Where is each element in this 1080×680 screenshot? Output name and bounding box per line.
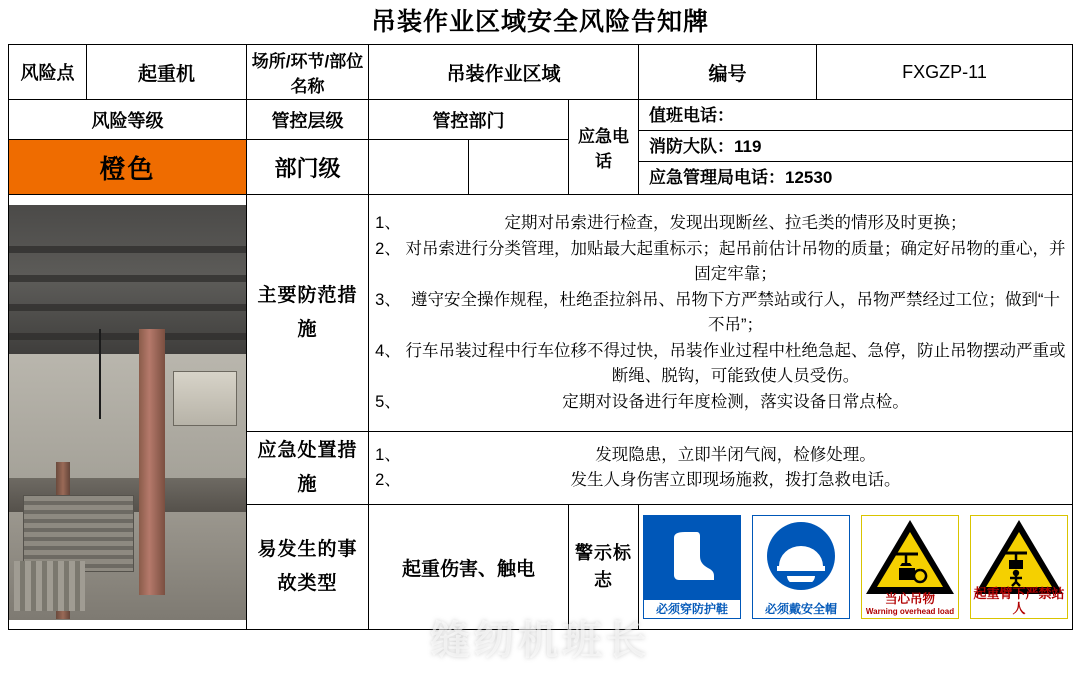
emergency-measures-list xyxy=(369,432,1073,505)
boot-icon xyxy=(669,530,715,582)
warning-signs-group xyxy=(639,511,1072,623)
list-item-number: 5、 xyxy=(375,392,401,411)
list-item-text: 发现隐患，立即半闭气阀，检修处理。 xyxy=(595,445,876,464)
photo-beam xyxy=(9,246,246,253)
list-item-number: 2、 xyxy=(375,471,401,489)
accident-type-value: 起重伤害、触电 xyxy=(369,505,569,630)
sign-caption: 起重臂下严禁站人 xyxy=(973,586,1065,616)
list-item-text: 遵守安全操作规程，杜绝歪拉斜吊、吊物下方严禁站或行人，吊物严禁经过工位；做到“十不吊”； xyxy=(411,290,1060,334)
site-photo xyxy=(9,195,247,630)
must-wear-protective-shoes-sign xyxy=(643,515,741,619)
warning-signs-cell xyxy=(639,505,1073,630)
photo-material-stack xyxy=(23,495,134,572)
sign-caption-en: Warning overhead load xyxy=(865,607,955,616)
emergency-phone-label xyxy=(569,100,639,195)
risk-level-value: 橙色 xyxy=(9,140,247,195)
accident-type-label-text: 易发生的事故类型 xyxy=(257,539,358,594)
list-item xyxy=(373,288,1068,339)
photo-beam xyxy=(9,304,246,311)
list-item-text: 定期对设备进行年度检测，落实设备日常点检。 xyxy=(562,392,909,411)
list-item-text: 发生人身伤害立即现场施救，拨打急救电话。 xyxy=(570,471,901,489)
number-label: 编号 xyxy=(639,45,817,100)
control-level-value: 部门级 xyxy=(247,140,369,195)
list-item xyxy=(373,390,1068,416)
photo-window xyxy=(173,371,237,427)
table-row xyxy=(9,45,1073,100)
risk-point-label: 风险点 xyxy=(9,45,87,100)
helmet-icon xyxy=(775,536,827,582)
control-person-value xyxy=(469,140,569,195)
list-item-text: 对吊索进行分类管理，加贴最大起重标示；起吊前估计吊物的质量；确定好吊物的重心，并固定牢靠； xyxy=(405,239,1066,283)
risk-point-value: 起重机 xyxy=(87,45,247,100)
emergency-measures-label-text: 应急处置措施 xyxy=(257,440,358,495)
list-item-number: 3、 xyxy=(375,290,401,309)
list-item-number: 2、 xyxy=(375,239,401,258)
emergency-measures-label xyxy=(247,432,369,505)
accident-type-label xyxy=(247,505,369,630)
list-item-number: 1、 xyxy=(375,445,401,464)
must-wear-safety-helmet-sign xyxy=(752,515,850,619)
warning-overhead-load-sign xyxy=(861,515,959,619)
hanging-load-icon xyxy=(890,550,930,588)
emergency-phone-label-text: 应急电话 xyxy=(578,127,629,171)
sign-caption: 当心吊物 xyxy=(885,592,936,606)
list-item-number: 1、 xyxy=(375,214,401,232)
warning-sign-label-text: 警示标志 xyxy=(575,543,632,590)
risk-info-table xyxy=(8,44,1073,630)
photo-beam xyxy=(9,333,246,340)
list-item xyxy=(373,237,1068,288)
table-row xyxy=(9,195,1073,432)
watermark: 缝纫机班长 xyxy=(430,619,650,663)
list-item xyxy=(373,468,1068,494)
control-level-label: 管控层级 xyxy=(247,100,369,140)
photo-column xyxy=(139,329,165,595)
risk-level-label: 风险等级 xyxy=(9,100,247,140)
no-standing-under-boom-sign xyxy=(970,515,1068,619)
warning-sign-label xyxy=(569,505,639,630)
sign-caption: 必须戴安全帽 xyxy=(753,600,849,618)
emergency-phone-list xyxy=(639,100,1073,195)
photo-beam xyxy=(9,275,246,282)
control-dept-label: 管控部门 xyxy=(369,100,569,140)
list-item xyxy=(373,443,1068,469)
list-item-number: 4、 xyxy=(375,341,401,360)
place-label: 场所/环节/部位名称 xyxy=(247,45,369,100)
page-title: 吊装作业区域安全风险告知牌 xyxy=(370,8,709,36)
list-item-text: 定期对吊索进行检查，发现出现断丝、拉毛类的情形及时更换； xyxy=(504,214,967,232)
workshop-photo-image xyxy=(9,205,246,620)
fire-brigade-phone: 消防大队：119 xyxy=(639,131,1072,162)
person-under-load-icon xyxy=(999,550,1039,588)
list-item xyxy=(373,211,1068,237)
photo-hoist-cable xyxy=(99,329,101,419)
emergency-bureau-phone: 应急管理局电话：12530 xyxy=(649,168,833,187)
main-measures-label-text: 主要防范措施 xyxy=(257,285,358,340)
place-value: 吊装作业区域 xyxy=(369,45,639,100)
main-measures-list xyxy=(369,195,1073,432)
table-row xyxy=(9,100,1073,140)
duty-phone: 值班电话： xyxy=(639,100,1072,131)
photo-material-stack xyxy=(14,561,85,611)
control-dept-value xyxy=(369,140,469,195)
list-item xyxy=(373,339,1068,390)
sign-caption: 必须穿防护鞋 xyxy=(644,600,740,618)
main-measures-label xyxy=(247,195,369,432)
list-item-text: 行车吊装过程中行车位移不得过快，吊装作业过程中杜绝急起、急停，防止吊物摆动严重或断绳、脱钩，可能致使人员受伤。 xyxy=(405,341,1066,385)
number-value: FXGZP-11 xyxy=(817,45,1073,100)
